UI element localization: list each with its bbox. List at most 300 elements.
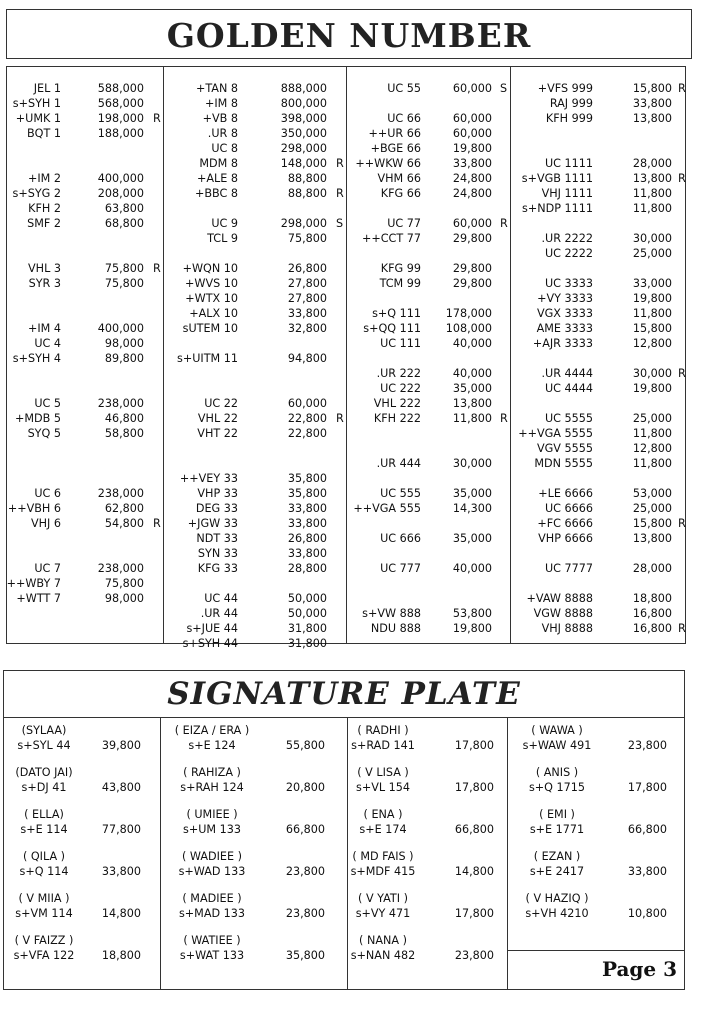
plate-flag: S [500,82,508,95]
owner-name: ( EMI ) [539,808,575,821]
plate-number: s+Q 1715 [528,781,586,794]
plate-entry [163,636,346,651]
plate-price: 39,800 [101,739,141,752]
plate-entry [510,441,687,456]
plate-price: 55,800 [285,739,325,752]
plate-price: 60,000 [452,82,492,95]
plate-number: MDM 8 [199,157,238,170]
plate-number: UC 3333 [544,277,593,290]
plate-entry [510,201,687,216]
plate-price: 16,800 [632,622,672,635]
plate-number: +WVS 10 [185,277,238,290]
signature-entry [507,808,685,840]
plate-number: .UR 44 [200,607,238,620]
plate-number: VGX 3333 [536,307,593,320]
owner-name: ( V FAIZZ ) [14,934,74,947]
signature-column [160,718,347,989]
plate-number: UC 222 [380,382,421,395]
plate-price: 60,000 [452,217,492,230]
plate-price: 19,800 [452,622,492,635]
plate-price: 14,800 [454,865,494,878]
plate-entry [510,621,687,636]
plate-entry [510,606,687,621]
plate-flag: R [336,412,344,425]
plate-entry [510,486,687,501]
plate-price: 12,800 [632,337,672,350]
plate-number: s+E 114 [20,823,68,836]
owner-name: ( V LISA ) [357,766,409,779]
plate-price: 238,000 [97,562,144,575]
plate-entry [510,591,687,606]
plate-entry [510,366,687,381]
plate-price: 28,000 [632,157,672,170]
plate-number: +ALX 10 [189,307,238,320]
plate-number: ++VGA 555 [353,502,421,515]
plate-price: 26,800 [287,262,327,275]
plate-number: +VFS 999 [537,82,593,95]
plate-entry [510,306,687,321]
signature-entry [160,766,347,798]
plate-flag: R [678,367,686,380]
signature-plate-table [3,718,685,990]
plate-number: s+QQ 111 [363,322,421,335]
plate-price: 15,800 [632,322,672,335]
plate-number: VHL 3 [28,262,61,275]
plate-entry [510,501,687,516]
plate-entry [510,186,687,201]
plate-price: 17,800 [454,781,494,794]
plate-entry [510,381,687,396]
plate-price: 198,000 [97,112,144,125]
plate-price: 17,800 [454,739,494,752]
plate-price: 40,000 [452,337,492,350]
signature-entry [4,808,160,840]
plate-entry [346,261,510,276]
owner-name: ( NANA ) [359,934,407,947]
plate-price: 178,000 [445,307,492,320]
plate-price: 66,800 [285,823,325,836]
plate-price: 25,000 [632,412,672,425]
plate-entry [510,156,687,171]
plate-number: +VB 8 [202,112,238,125]
signature-entry [347,808,507,840]
plate-price: 66,800 [627,823,667,836]
plate-number: UC 5555 [544,412,593,425]
plate-price: 33,800 [632,97,672,110]
plate-number: s+E 174 [359,823,407,836]
plate-price: 35,800 [285,949,325,962]
plate-price: 28,800 [287,562,327,575]
plate-entry [510,81,687,96]
plate-number: .UR 4444 [541,367,593,380]
plate-price: 29,800 [452,277,492,290]
owner-name: ( MD FAIS ) [352,850,414,863]
plate-entry [163,516,346,531]
plate-number: KFG 33 [197,562,238,575]
plate-entry [510,171,687,186]
plate-number: +BBC 8 [194,187,238,200]
owner-name: (DATO JAI) [15,766,73,779]
plate-number: JEL 1 [33,82,61,95]
plate-flag: R [678,172,686,185]
plate-number: VHJ 6 [30,517,61,530]
plate-number: +WTX 10 [185,292,238,305]
plate-price: 60,000 [452,127,492,140]
plate-number: s+SYH 44 [182,637,238,650]
plate-price: 14,800 [101,907,141,920]
plate-number: NDU 888 [370,622,421,635]
plate-price: 18,800 [632,592,672,605]
golden-column [346,67,510,643]
signature-entry [347,892,507,924]
plate-number: s+VW 888 [362,607,421,620]
plate-number: s+WAW 491 [522,739,592,752]
plate-number: KFH 2 [28,202,61,215]
plate-entry [510,456,687,471]
plate-flag: S [336,217,344,230]
plate-number: TCM 99 [379,277,421,290]
plate-number: +VY 3333 [537,292,593,305]
plate-number: UC 5 [34,397,61,410]
signature-entry [4,934,160,966]
plate-price: 75,800 [104,277,144,290]
plate-number: s+SYH 4 [12,352,61,365]
owner-name: ( QILA ) [22,850,66,863]
plate-price: 33,800 [452,157,492,170]
owner-name: ( V MIIA ) [18,892,70,905]
plate-number: ++VGA 5555 [518,427,593,440]
plate-price: 17,800 [627,781,667,794]
plate-number: UC 1111 [544,157,593,170]
plate-number: VGV 5555 [536,442,593,455]
plate-price: 33,800 [101,865,141,878]
signature-entry [507,850,685,882]
plate-number: UC 66 [387,112,421,125]
plate-price: 94,800 [287,352,327,365]
plate-number: s+UITM 11 [177,352,238,365]
plate-number: +IM 2 [28,172,61,185]
owner-name: ( WATIEE ) [183,934,241,947]
plate-entry [510,246,687,261]
plate-price: 188,000 [97,127,144,140]
plate-price: 400,000 [97,172,144,185]
plate-entry [510,231,687,246]
plate-price: 22,800 [287,427,327,440]
signature-entry [160,850,347,882]
plate-price: 62,800 [104,502,144,515]
plate-price: 29,800 [452,232,492,245]
plate-price: 108,000 [445,322,492,335]
plate-entry [510,336,687,351]
plate-price: 35,800 [287,487,327,500]
plate-number: s+RAH 124 [180,781,244,794]
owner-name: ( MADIEE ) [182,892,242,905]
plate-flag: R [678,622,686,635]
plate-flag: R [500,217,508,230]
plate-price: 11,800 [632,427,672,440]
plate-number: VGW 8888 [533,607,593,620]
plate-number: s+NDP 1111 [522,202,593,215]
signature-entry [507,766,685,798]
plate-number: SMF 2 [27,217,61,230]
plate-price: 60,000 [287,397,327,410]
plate-price: 30,000 [452,457,492,470]
plate-number: +IM 4 [28,322,61,335]
plate-number: .UR 222 [376,367,421,380]
golden-title: GOLDEN NUMBER [166,16,532,55]
plate-number: .UR 8 [207,127,238,140]
plate-price: 238,000 [97,397,144,410]
plate-price: 23,800 [627,739,667,752]
page-label: Page 3 [601,957,677,981]
plate-number: s+NAN 482 [350,949,416,962]
owner-name: ( RAHIZA ) [183,766,241,779]
plate-number: .UR 2222 [541,232,593,245]
plate-flag: R [153,517,161,530]
plate-number: ++UR 66 [368,127,421,140]
plate-price: 98,000 [104,337,144,350]
plate-number: UC 2222 [544,247,593,260]
plate-number: NDT 33 [196,532,238,545]
plate-number: UC 22 [204,397,238,410]
plate-number: VHJ 8888 [541,622,593,635]
signature-entry [507,892,685,924]
plate-number: s+JUE 44 [186,622,238,635]
plate-number: VHP 6666 [538,532,593,545]
plate-price: 35,000 [452,487,492,500]
plate-number: s+E 1771 [529,823,585,836]
plate-number: s+E 2417 [529,865,585,878]
plate-price: 11,800 [632,307,672,320]
plate-price: 88,800 [287,187,327,200]
plate-number: s+Q 111 [372,307,421,320]
plate-price: 30,000 [632,232,672,245]
plate-price: 75,800 [104,577,144,590]
plate-number: ++VBH 6 [7,502,61,515]
plate-price: 11,800 [632,202,672,215]
plate-price: 50,000 [287,592,327,605]
signature-entry [4,766,160,798]
owner-name: ( EIZA / ERA ) [174,724,250,737]
plate-number: +LE 6666 [538,487,593,500]
plate-number: VHJ 1111 [541,187,593,200]
plate-number: UC 4 [34,337,61,350]
plate-number: VHL 222 [373,397,421,410]
plate-flag: R [153,262,161,275]
golden-title-box [6,9,692,59]
plate-price: 298,000 [280,142,327,155]
plate-entry [510,531,687,546]
signature-entry [507,724,685,756]
plate-number: UC 77 [387,217,421,230]
plate-flag: R [336,157,344,170]
signature-entry [347,850,507,882]
plate-number: VHP 33 [197,487,238,500]
plate-price: 26,800 [287,532,327,545]
signature-title: SIGNATURE PLATE [167,676,521,712]
signature-entry [347,766,507,798]
owner-name: ( UMIEE ) [186,808,238,821]
plate-price: 11,800 [632,187,672,200]
signature-entry [160,724,347,756]
plate-price: 40,000 [452,367,492,380]
owner-name: ( WAWA ) [531,724,583,737]
plate-price: 23,800 [285,865,325,878]
plate-number: s+VY 471 [355,907,411,920]
plate-number: BQT 1 [27,127,61,140]
plate-number: UC 55 [387,82,421,95]
plate-number: s+Q 114 [19,865,69,878]
plate-number: MDN 5555 [534,457,593,470]
plate-entry [163,426,346,441]
plate-entry [510,321,687,336]
plate-flag: R [336,187,344,200]
plate-number: sUTEM 10 [182,322,238,335]
plate-entry [7,336,163,351]
plate-price: 33,800 [287,307,327,320]
plate-number: KFG 99 [380,262,421,275]
signature-title-box [3,670,685,718]
plate-price: 15,800 [632,517,672,530]
plate-number: s+VFA 122 [13,949,75,962]
plate-price: 24,800 [452,187,492,200]
plate-entry [7,201,163,216]
plate-price: 30,000 [632,367,672,380]
owner-name: ( V YATI ) [358,892,408,905]
owner-name: ( ELLA) [24,808,64,821]
plate-price: 35,000 [452,382,492,395]
plate-price: 588,000 [97,82,144,95]
plate-entry [346,126,510,141]
plate-price: 17,800 [454,907,494,920]
plate-price: 33,800 [287,502,327,515]
plate-number: +ALE 8 [196,172,238,185]
plate-price: 40,000 [452,562,492,575]
plate-entry [510,96,687,111]
plate-number: +WQN 10 [182,262,238,275]
plate-entry [163,471,346,486]
plate-price: 75,800 [287,232,327,245]
plate-price: 29,800 [452,262,492,275]
signature-column [347,718,507,989]
plate-price: 25,000 [632,247,672,260]
signature-entry [347,934,507,966]
plate-number: s+SYL 44 [17,739,71,752]
plate-price: 238,000 [97,487,144,500]
plate-price: 888,000 [280,82,327,95]
plate-price: 89,800 [104,352,144,365]
plate-price: 53,800 [452,607,492,620]
signature-entry [347,724,507,756]
plate-number: UC 7777 [544,562,593,575]
plate-number: UC 44 [204,592,238,605]
plate-price: 400,000 [97,322,144,335]
plate-flag: R [678,517,686,530]
plate-price: 11,800 [452,412,492,425]
plate-price: 208,000 [97,187,144,200]
plate-number: UC 7 [34,562,61,575]
plate-number: ++VEY 33 [179,472,238,485]
plate-number: KFG 66 [380,187,421,200]
plate-price: 33,800 [287,517,327,530]
plate-entry [163,351,346,366]
plate-entry [510,411,687,426]
plate-number: s+E 124 [188,739,236,752]
plate-price: 66,800 [454,823,494,836]
owner-name: ( ENA ) [363,808,403,821]
signature-entry [160,808,347,840]
owner-name: ( WADIEE ) [182,850,242,863]
plate-number: s+SYG 2 [12,187,61,200]
plate-number: +UMK 1 [15,112,61,125]
owner-name: ( ANIS ) [535,766,579,779]
plate-price: 568,000 [97,97,144,110]
plate-number: TCL 9 [207,232,238,245]
plate-price: 27,800 [287,277,327,290]
plate-price: 800,000 [280,97,327,110]
plate-entry [346,396,510,411]
plate-number: s+MDF 415 [350,865,416,878]
golden-column [510,67,687,643]
plate-price: 19,800 [632,382,672,395]
plate-price: 50,000 [287,607,327,620]
plate-price: 58,800 [104,427,144,440]
owner-name: ( EZAN ) [533,850,581,863]
plate-price: 13,800 [632,532,672,545]
plate-number: ++CCT 77 [362,232,421,245]
plate-entry [163,96,346,111]
signature-entry [160,892,347,924]
plate-price: 13,800 [632,172,672,185]
plate-number: +FC 6666 [537,517,593,530]
plate-number: UC 666 [380,532,421,545]
plate-number: +JGW 33 [187,517,238,530]
plate-number: s+SYH 1 [12,97,61,110]
owner-name: ( V HAZIQ ) [525,892,589,905]
plate-price: 14,300 [452,502,492,515]
plate-entry [510,276,687,291]
signature-column [507,718,685,989]
plate-flag: R [678,82,686,95]
plate-number: UC 6 [34,487,61,500]
plate-price: 13,800 [632,112,672,125]
signature-entry [4,892,160,924]
plate-number: +WTT 7 [16,592,61,605]
plate-price: 60,000 [452,112,492,125]
plate-number: ++WKW 66 [355,157,421,170]
plate-number: +MDB 5 [15,412,61,425]
plate-price: 398,000 [280,112,327,125]
plate-flag: R [153,112,161,125]
plate-price: 16,800 [632,607,672,620]
plate-price: 35,000 [452,532,492,545]
plate-price: 19,800 [632,292,672,305]
plate-number: VHT 22 [197,427,238,440]
plate-price: 11,800 [632,457,672,470]
plate-price: 23,800 [285,907,325,920]
plate-number: s+WAD 133 [178,865,246,878]
plate-number: s+VH 4210 [525,907,589,920]
plate-number: +BGE 66 [370,142,421,155]
plate-price: 33,800 [627,865,667,878]
plate-number: +IM 8 [205,97,238,110]
plate-number: s+DJ 41 [21,781,67,794]
plate-price: 12,800 [632,442,672,455]
plate-price: 25,000 [632,502,672,515]
plate-price: 98,000 [104,592,144,605]
plate-number: UC 8 [211,142,238,155]
plate-number: s+VM 114 [15,907,73,920]
